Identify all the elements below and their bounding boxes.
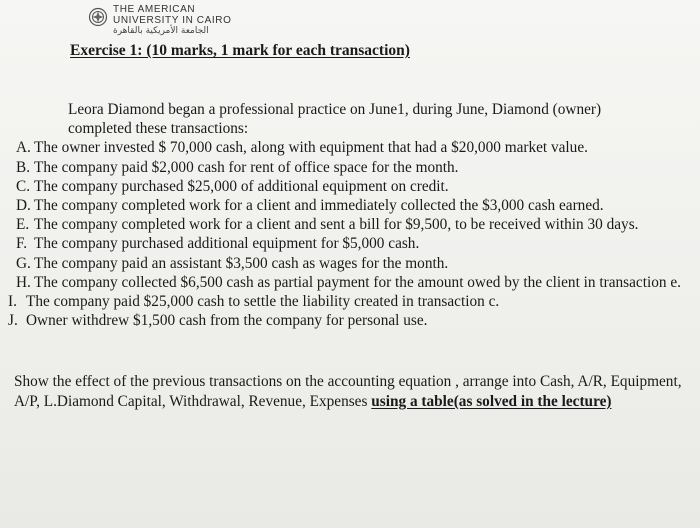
transaction-text: Owner withdrew $1,500 cash from the company for personal use.	[26, 312, 428, 330]
task-emphasis: using a table(as solved in the lecture)	[371, 392, 612, 410]
transaction-text: The company paid $2,000 cash for rent of office space for the month.	[34, 158, 459, 176]
transaction-text: The owner invested $ 70,000 cash, along with equipment that had a $20,000 market value.	[34, 139, 588, 157]
transaction-letter: J.	[8, 312, 18, 330]
exercise-body	[0, 100, 700, 330]
transaction-letter: C.	[16, 177, 31, 195]
task-instructions	[14, 372, 684, 411]
transaction-item	[0, 138, 700, 157]
transaction-text: The company completed work for a client and sent a bill for $9,500, to be received within 30 days.	[34, 216, 639, 234]
transaction-letter: A.	[16, 139, 31, 157]
transaction-item	[0, 254, 700, 273]
intro-paragraph: Leora Diamond began a professional practice on June1, during June, Diamond (owner) completed these transactions:	[68, 101, 602, 138]
task-text: Show the effect of the previous transactions on the accounting equation , arrange into Cash, A/R, Equipment, A/P, L.Diamond Capital, Withdrawal, Revenue, Expenses	[14, 373, 682, 410]
transaction-item	[0, 234, 700, 253]
transaction-text: The company purchased $25,000 of additional equipment on credit.	[34, 177, 449, 195]
transaction-text: The company purchased additional equipment for $5,000 cash.	[34, 235, 420, 253]
university-name-line2: UNIVERSITY IN CAIRO	[113, 15, 232, 26]
university-name-line1: THE AMERICAN	[113, 4, 196, 15]
transaction-item	[0, 177, 700, 196]
transaction-item	[0, 196, 700, 215]
transaction-item	[0, 311, 700, 330]
exercise-title: Exercise 1: (10 marks, 1 mark for each transaction)	[70, 42, 410, 59]
transaction-letter: E.	[16, 216, 30, 234]
transaction-item	[0, 215, 700, 234]
transaction-letter: D.	[16, 197, 31, 215]
transaction-list	[0, 138, 700, 330]
transaction-text: The company collected $6,500 cash as partial payment for the amount owed by the client in transaction e.	[34, 273, 681, 291]
transaction-letter: G.	[16, 254, 31, 272]
transaction-letter: I.	[8, 293, 17, 311]
transaction-letter: B.	[16, 158, 31, 176]
university-seal-icon	[88, 7, 108, 27]
university-name	[113, 4, 231, 37]
transaction-text: The company paid $25,000 cash to settle the liability created in transaction c.	[26, 293, 500, 311]
transaction-letter: F.	[16, 235, 28, 253]
transaction-item	[0, 292, 700, 311]
transaction-item	[0, 158, 700, 177]
transaction-text: The company paid an assistant $3,500 cash as wages for the month.	[34, 254, 449, 272]
university-logo	[88, 4, 231, 37]
university-name-arabic: الجامعة الأمريكية بالقاهرة	[113, 26, 209, 36]
transaction-text: The company completed work for a client and immediately collected the $3,000 cash earned.	[34, 197, 604, 215]
transaction-item	[0, 273, 700, 292]
transaction-letter: H.	[16, 273, 31, 291]
